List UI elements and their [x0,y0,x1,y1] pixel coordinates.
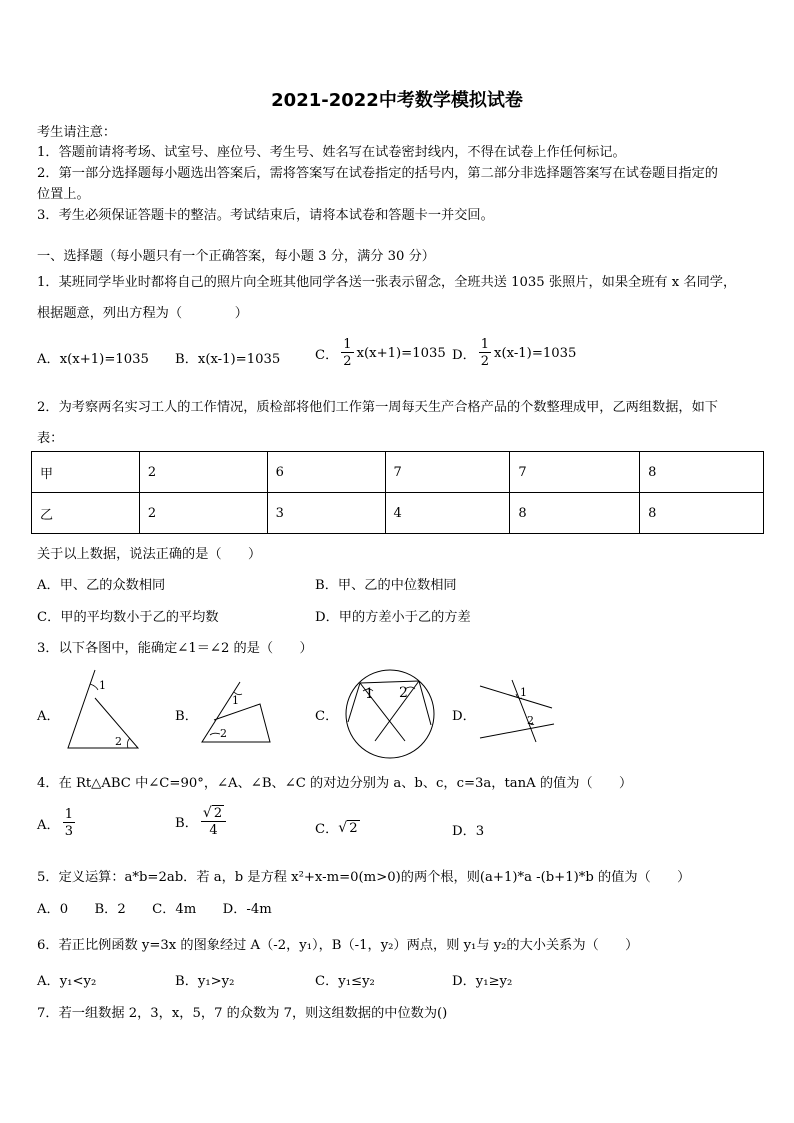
table-cell: 7 [385,452,510,493]
notice-item-2-cont: 位置上。 [37,187,90,202]
angle-label-1: 1 [232,694,239,707]
q4-option-a [37,808,78,838]
q1-option-b: B．x(x-1)=1035 [175,352,281,367]
notice-item-1: 1．答题前请将考场、试室号、座位号、考生号、姓名写在试卷密封线内，不得在试卷上作任何标记。 [37,145,626,160]
figure-b-triangle [198,680,278,750]
table-cell: 3 [267,493,385,534]
q2-option-c: C．甲的平均数小于乙的平均数 [37,610,219,625]
angle-label-1: 1 [520,686,527,699]
table-cell: 乙 [32,493,140,534]
table-cell: 2 [139,452,267,493]
q4-option-d: D．3 [452,824,485,839]
fraction-numerator: 1 [64,807,73,822]
question-2-prompt: 关于以上数据，说法正确的是（ ） [37,547,262,562]
fraction-denominator: 4 [209,823,218,838]
q1-option-d-expr: x(x-1)=1035 [494,345,577,361]
q3-option-c: C． [315,709,339,724]
question-3-text: 3．以下各图中，能确定∠1＝∠2 的是（ ） [37,641,313,656]
fraction-denominator: 2 [343,354,352,369]
question-6-text: 6．若正比例函数 y=3x 的图象经过 A（-2，y₁），B（-1，y₂）两点，则 y₁与 y₂的大小关系为（ ） [37,938,639,953]
table-cell: 甲 [32,452,140,493]
figure-d-lines [478,680,558,742]
q3-option-d: D． [452,709,476,724]
q1-option-c [315,338,446,368]
q1-option-d [452,338,576,368]
q1-option-d-fraction [479,338,491,368]
notice-heading: 考生请注意： [37,125,117,140]
q2-option-b: B．甲、乙的中位数相同 [315,578,457,593]
q6-option-c: C．y₁≤y₂ [315,974,375,989]
table-cell: 8 [510,493,640,534]
q2-option-a: A．甲、乙的众数相同 [37,578,166,593]
question-2-text-cont: 表： [37,431,64,446]
table-row [32,493,764,534]
question-7-text: 7．若一组数据 2，3，x，5，7 的众数为 7，则这组数据的中位数为() [37,1006,448,1021]
section-heading: 一、选择题（每小题只有一个正确答案，每小题 3 分，满分 30 分） [37,249,435,264]
q4-option-b [175,806,229,837]
table-cell: 8 [640,493,764,534]
figure-c-circle [343,667,437,761]
table-cell: 8 [640,452,764,493]
sqrt-radicand: 2 [349,820,358,836]
q4-option-b-label: B． [175,816,198,831]
angle-label-2: 2 [399,685,408,701]
q4-option-b-fraction [201,806,226,837]
q3-option-a: A． [37,709,60,724]
q2-option-d: D．甲的方差小于乙的方差 [315,610,471,625]
sqrt-symbol: √ [202,805,212,821]
table-row [32,452,764,493]
table-cell: 7 [510,452,640,493]
angle-label-2: 2 [220,727,227,740]
q6-option-d: D．y₁≥y₂ [452,974,513,989]
fraction-numerator: 1 [480,337,490,352]
question-2-text: 2．为考察两名实习工人的工作情况，质检部将他们工作第一周每天生产合格产品的个数整理成甲，乙两组数据，如下 [37,400,718,415]
q6-option-a: A．y₁<y₂ [37,974,97,989]
question-1-text: 1．某班同学毕业时都将自己的照片向全班其他同学各送一张表示留念，全班共送 1035 张照片，如果全班有 x 名同学， [37,275,737,290]
page-title: 2021-2022中考数学模拟试卷 [271,90,523,111]
angle-label-2: 2 [527,714,534,727]
sqrt-radicand: 2 [213,806,223,821]
q4-option-c [315,818,360,837]
q4-option-a-fraction [63,808,75,838]
table-cell: 2 [139,493,267,534]
q3-option-b: B． [175,709,198,724]
angle-label-1: 1 [365,686,374,702]
q1-option-d-label: D． [452,347,476,363]
fraction-denominator: 3 [64,824,73,839]
fraction-denominator: 2 [480,354,490,369]
table-cell: 6 [267,452,385,493]
question-4-text: 4．在 Rt△ABC 中∠C=90°，∠A、∠B、∠C 的对边分别为 a、b、c，c=3a，tanA 的值为（ ） [37,776,633,791]
q4-option-c-label: C． [315,822,339,837]
figure-a-triangle [60,668,145,753]
sqrt-symbol: √ [338,819,348,836]
q1-option-a: A．x(x+1)=1035 [37,352,149,367]
q4-option-a-label: A． [37,817,60,833]
fraction-numerator [201,806,226,822]
notice-item-3: 3．考生必须保证答题卡的整洁。考试结束后，请将本试卷和答题卡一并交回。 [37,208,494,223]
q1-option-c-fraction [341,338,353,368]
q1-option-c-label: C． [315,347,339,363]
angle-label-1: 1 [99,679,106,692]
notice-item-2: 2．第一部分选择题每小题选出答案后，需将答案写在试卷指定的括号内，第二部分非选择题答案写在试卷题目指定的 [37,166,718,181]
q5-options: A．0 B．2 C．4m D．-4m [37,902,272,917]
q6-option-b: B．y₁>y₂ [175,974,235,989]
question-5-text: 5．定义运算：a*b=2ab．若 a，b 是方程 x²+x-m=0(m>0)的两个根，则(a+1)*a -(b+1)*b 的值为（ ） [37,870,691,885]
q1-option-c-expr: x(x+1)=1035 [356,345,446,361]
data-table [31,451,764,534]
question-1-text-cont: 根据题意，列出方程为（ ） [37,306,248,321]
angle-label-2: 2 [115,735,122,748]
table-cell: 4 [385,493,510,534]
fraction-numerator: 1 [343,337,352,352]
